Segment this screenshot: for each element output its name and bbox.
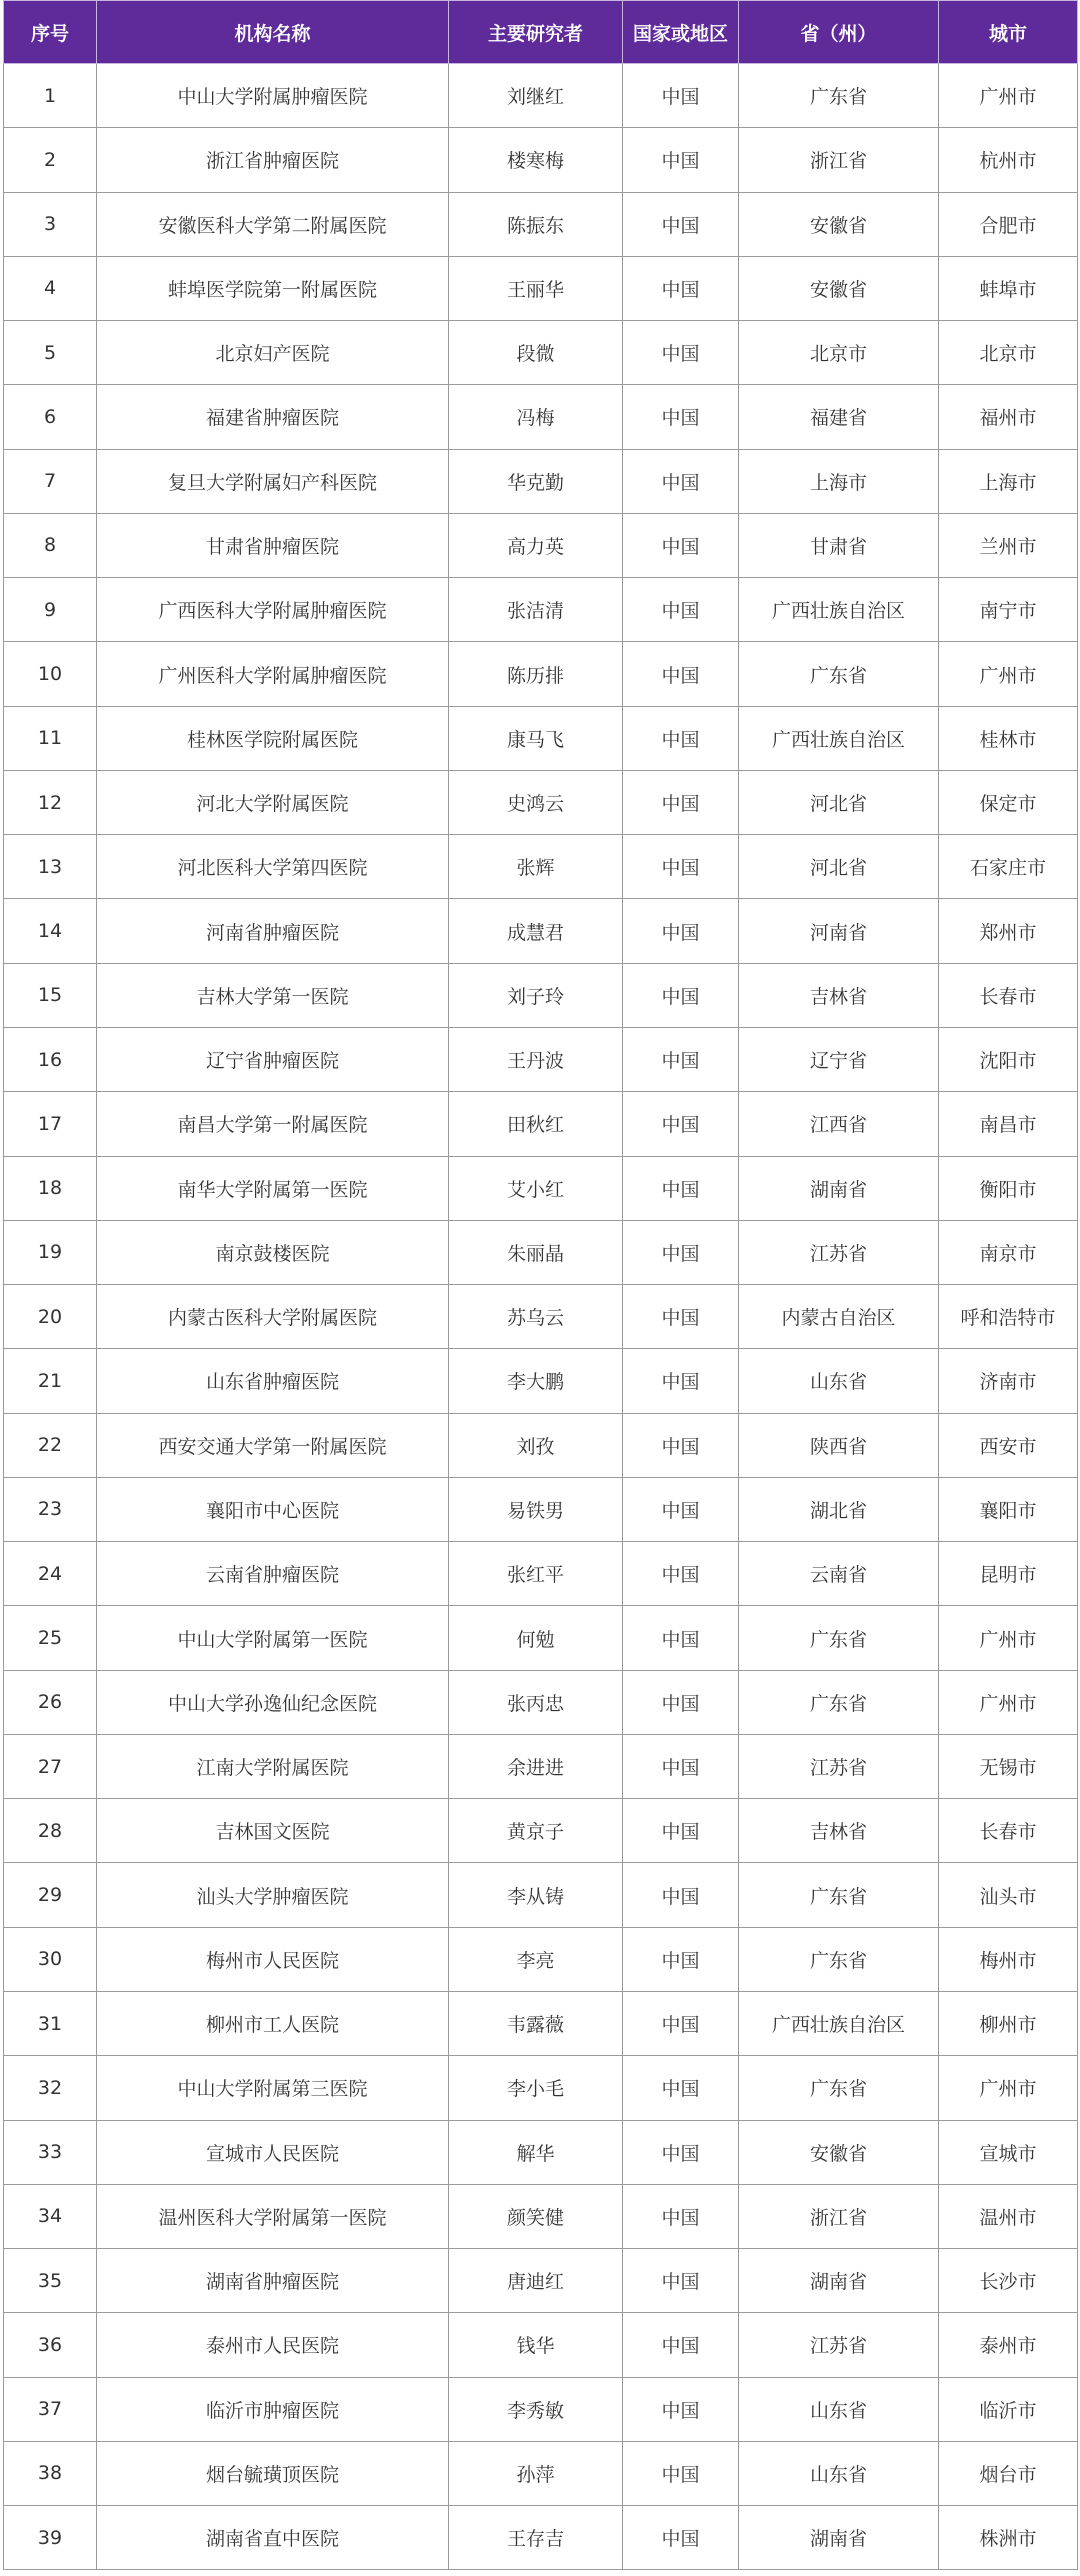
table-row [4, 1799, 1078, 1863]
cell-province: 上海市 [739, 449, 939, 513]
cell-index: 35 [4, 2249, 97, 2313]
cell-institution: 南京鼓楼医院 [97, 1220, 449, 1284]
cell-country: 中国 [623, 2506, 739, 2570]
table-row [4, 642, 1078, 706]
cell-investigator: 易铁男 [449, 1477, 623, 1541]
cell-institution: 中山大学附属肿瘤医院 [97, 64, 449, 128]
table-row [4, 1027, 1078, 1091]
cell-institution: 北京妇产医院 [97, 321, 449, 385]
cell-institution: 梅州市人民医院 [97, 1927, 449, 1991]
cell-index: 26 [4, 1670, 97, 1734]
table-row [4, 449, 1078, 513]
cell-city: 柳州市 [939, 1991, 1078, 2055]
table-row [4, 192, 1078, 256]
cell-index: 16 [4, 1027, 97, 1091]
cell-province: 广东省 [739, 64, 939, 128]
cell-city: 广州市 [939, 64, 1078, 128]
cell-city: 南昌市 [939, 1092, 1078, 1156]
cell-index: 5 [4, 321, 97, 385]
cell-city: 呼和浩特市 [939, 1285, 1078, 1349]
cell-country: 中国 [623, 1349, 739, 1413]
cell-province: 广西壮族自治区 [739, 1991, 939, 2055]
cell-institution: 汕头大学肿瘤医院 [97, 1863, 449, 1927]
cell-country: 中国 [623, 1799, 739, 1863]
cell-institution: 柳州市工人医院 [97, 1991, 449, 2055]
cell-city: 宣城市 [939, 2120, 1078, 2184]
table-row [4, 835, 1078, 899]
cell-country: 中国 [623, 513, 739, 577]
cell-index: 39 [4, 2506, 97, 2570]
cell-city: 无锡市 [939, 1734, 1078, 1798]
table-row [4, 513, 1078, 577]
cell-index: 34 [4, 2184, 97, 2248]
cell-index: 33 [4, 2120, 97, 2184]
cell-country: 中国 [623, 835, 739, 899]
cell-country: 中国 [623, 385, 739, 449]
cell-province: 北京市 [739, 321, 939, 385]
cell-investigator: 苏乌云 [449, 1285, 623, 1349]
cell-city: 襄阳市 [939, 1477, 1078, 1541]
cell-city: 梅州市 [939, 1927, 1078, 1991]
cell-index: 7 [4, 449, 97, 513]
cell-investigator: 王丽华 [449, 256, 623, 320]
cell-investigator: 张丙忠 [449, 1670, 623, 1734]
cell-city: 株洲市 [939, 2506, 1078, 2570]
cell-province: 安徽省 [739, 192, 939, 256]
cell-institution: 泰州市人民医院 [97, 2313, 449, 2377]
cell-country: 中国 [623, 449, 739, 513]
cell-index: 31 [4, 1991, 97, 2055]
table-row [4, 128, 1078, 192]
cell-investigator: 唐迪红 [449, 2249, 623, 2313]
cell-city: 烟台市 [939, 2441, 1078, 2505]
cell-institution: 辽宁省肿瘤医院 [97, 1027, 449, 1091]
table-row [4, 1863, 1078, 1927]
cell-institution: 南华大学附属第一医院 [97, 1156, 449, 1220]
cell-investigator: 刘孜 [449, 1413, 623, 1477]
cell-city: 杭州市 [939, 128, 1078, 192]
header-investigator: 主要研究者 [449, 1, 623, 64]
table-row [4, 2377, 1078, 2441]
cell-province: 吉林省 [739, 963, 939, 1027]
cell-investigator: 刘子玲 [449, 963, 623, 1027]
cell-country: 中国 [623, 1220, 739, 1284]
cell-institution: 内蒙古医科大学附属医院 [97, 1285, 449, 1349]
cell-country: 中国 [623, 1092, 739, 1156]
cell-province: 安徽省 [739, 256, 939, 320]
site-list-table [3, 0, 1078, 2570]
cell-city: 南宁市 [939, 578, 1078, 642]
cell-country: 中国 [623, 1413, 739, 1477]
cell-institution: 河北大学附属医院 [97, 770, 449, 834]
cell-country: 中国 [623, 1734, 739, 1798]
cell-city: 泰州市 [939, 2313, 1078, 2377]
cell-institution: 安徽医科大学第二附属医院 [97, 192, 449, 256]
table-header [4, 1, 1078, 64]
cell-index: 27 [4, 1734, 97, 1798]
cell-country: 中国 [623, 1285, 739, 1349]
cell-investigator: 王存吉 [449, 2506, 623, 2570]
cell-city: 临沂市 [939, 2377, 1078, 2441]
cell-city: 沈阳市 [939, 1027, 1078, 1091]
table-row [4, 1220, 1078, 1284]
cell-province: 河南省 [739, 899, 939, 963]
cell-province: 湖南省 [739, 1156, 939, 1220]
cell-province: 广东省 [739, 642, 939, 706]
cell-institution: 西安交通大学第一附属医院 [97, 1413, 449, 1477]
cell-institution: 云南省肿瘤医院 [97, 1542, 449, 1606]
cell-province: 广西壮族自治区 [739, 578, 939, 642]
table-row [4, 706, 1078, 770]
cell-investigator: 余进进 [449, 1734, 623, 1798]
cell-country: 中国 [623, 2120, 739, 2184]
cell-index: 11 [4, 706, 97, 770]
table-row [4, 1734, 1078, 1798]
cell-investigator: 冯梅 [449, 385, 623, 449]
table-row [4, 899, 1078, 963]
cell-investigator: 王丹波 [449, 1027, 623, 1091]
cell-institution: 宣城市人民医院 [97, 2120, 449, 2184]
cell-city: 保定市 [939, 770, 1078, 834]
table-row [4, 2184, 1078, 2248]
cell-country: 中国 [623, 1477, 739, 1541]
cell-province: 吉林省 [739, 1799, 939, 1863]
cell-institution: 温州医科大学附属第一医院 [97, 2184, 449, 2248]
cell-index: 18 [4, 1156, 97, 1220]
cell-city: 长沙市 [939, 2249, 1078, 2313]
cell-province: 广西壮族自治区 [739, 706, 939, 770]
cell-investigator: 成慧君 [449, 899, 623, 963]
cell-province: 广东省 [739, 1863, 939, 1927]
cell-country: 中国 [623, 963, 739, 1027]
cell-institution: 江南大学附属医院 [97, 1734, 449, 1798]
cell-investigator: 陈历排 [449, 642, 623, 706]
cell-index: 30 [4, 1927, 97, 1991]
cell-investigator: 张洁清 [449, 578, 623, 642]
header-city: 城市 [939, 1, 1078, 64]
cell-index: 15 [4, 963, 97, 1027]
cell-country: 中国 [623, 2184, 739, 2248]
cell-investigator: 康马飞 [449, 706, 623, 770]
cell-investigator: 韦露薇 [449, 1991, 623, 2055]
cell-institution: 南昌大学第一附属医院 [97, 1092, 449, 1156]
cell-index: 23 [4, 1477, 97, 1541]
cell-country: 中国 [623, 1863, 739, 1927]
table-row [4, 1670, 1078, 1734]
table-row [4, 963, 1078, 1027]
cell-city: 合肥市 [939, 192, 1078, 256]
cell-index: 37 [4, 2377, 97, 2441]
cell-city: 蚌埠市 [939, 256, 1078, 320]
cell-country: 中国 [623, 2249, 739, 2313]
table-row [4, 2120, 1078, 2184]
cell-institution: 甘肃省肿瘤医院 [97, 513, 449, 577]
cell-investigator: 孙萍 [449, 2441, 623, 2505]
table-row [4, 1156, 1078, 1220]
cell-city: 温州市 [939, 2184, 1078, 2248]
cell-province: 浙江省 [739, 128, 939, 192]
cell-country: 中国 [623, 192, 739, 256]
header-country: 国家或地区 [623, 1, 739, 64]
table-row [4, 1927, 1078, 1991]
cell-city: 桂林市 [939, 706, 1078, 770]
cell-investigator: 艾小红 [449, 1156, 623, 1220]
cell-country: 中国 [623, 899, 739, 963]
cell-city: 北京市 [939, 321, 1078, 385]
cell-city: 济南市 [939, 1349, 1078, 1413]
cell-country: 中国 [623, 2313, 739, 2377]
cell-country: 中国 [623, 1606, 739, 1670]
cell-province: 广东省 [739, 1927, 939, 1991]
cell-country: 中国 [623, 1156, 739, 1220]
cell-institution: 浙江省肿瘤医院 [97, 128, 449, 192]
cell-city: 长春市 [939, 1799, 1078, 1863]
table-row [4, 2441, 1078, 2505]
cell-investigator: 朱丽晶 [449, 1220, 623, 1284]
cell-country: 中国 [623, 706, 739, 770]
header-row [4, 1, 1078, 64]
cell-province: 河北省 [739, 770, 939, 834]
cell-institution: 湖南省肿瘤医院 [97, 2249, 449, 2313]
cell-province: 福建省 [739, 385, 939, 449]
cell-investigator: 钱华 [449, 2313, 623, 2377]
cell-city: 兰州市 [939, 513, 1078, 577]
cell-province: 陕西省 [739, 1413, 939, 1477]
cell-city: 长春市 [939, 963, 1078, 1027]
cell-investigator: 解华 [449, 2120, 623, 2184]
cell-province: 安徽省 [739, 2120, 939, 2184]
cell-index: 4 [4, 256, 97, 320]
table-row [4, 321, 1078, 385]
cell-country: 中国 [623, 642, 739, 706]
cell-country: 中国 [623, 256, 739, 320]
cell-country: 中国 [623, 128, 739, 192]
table-row [4, 2313, 1078, 2377]
cell-city: 郑州市 [939, 899, 1078, 963]
cell-index: 24 [4, 1542, 97, 1606]
cell-institution: 襄阳市中心医院 [97, 1477, 449, 1541]
cell-investigator: 张红平 [449, 1542, 623, 1606]
cell-province: 山东省 [739, 1349, 939, 1413]
cell-index: 6 [4, 385, 97, 449]
cell-index: 2 [4, 128, 97, 192]
cell-city: 汕头市 [939, 1863, 1078, 1927]
header-province: 省（州） [739, 1, 939, 64]
cell-province: 江苏省 [739, 2313, 939, 2377]
cell-country: 中国 [623, 321, 739, 385]
cell-province: 河北省 [739, 835, 939, 899]
table-row [4, 1349, 1078, 1413]
table-row [4, 1092, 1078, 1156]
cell-index: 20 [4, 1285, 97, 1349]
cell-province: 湖南省 [739, 2506, 939, 2570]
cell-investigator: 田秋红 [449, 1092, 623, 1156]
cell-institution: 吉林国文医院 [97, 1799, 449, 1863]
cell-province: 湖北省 [739, 1477, 939, 1541]
cell-index: 29 [4, 1863, 97, 1927]
cell-city: 广州市 [939, 1606, 1078, 1670]
cell-country: 中国 [623, 770, 739, 834]
cell-city: 上海市 [939, 449, 1078, 513]
table-row [4, 770, 1078, 834]
table-row [4, 64, 1078, 128]
cell-index: 1 [4, 64, 97, 128]
table-body [4, 64, 1078, 2570]
cell-institution: 山东省肿瘤医院 [97, 1349, 449, 1413]
cell-index: 32 [4, 2056, 97, 2120]
cell-province: 江苏省 [739, 1220, 939, 1284]
cell-institution: 复旦大学附属妇产科医院 [97, 449, 449, 513]
cell-country: 中国 [623, 2441, 739, 2505]
table-row [4, 578, 1078, 642]
cell-city: 衡阳市 [939, 1156, 1078, 1220]
table-row [4, 2506, 1078, 2570]
cell-investigator: 张辉 [449, 835, 623, 899]
cell-province: 山东省 [739, 2377, 939, 2441]
cell-index: 36 [4, 2313, 97, 2377]
cell-index: 17 [4, 1092, 97, 1156]
cell-city: 广州市 [939, 2056, 1078, 2120]
cell-city: 昆明市 [939, 1542, 1078, 1606]
cell-investigator: 高力英 [449, 513, 623, 577]
table-row [4, 256, 1078, 320]
cell-investigator: 李大鹏 [449, 1349, 623, 1413]
cell-city: 西安市 [939, 1413, 1078, 1477]
cell-investigator: 黄京子 [449, 1799, 623, 1863]
cell-index: 22 [4, 1413, 97, 1477]
cell-index: 10 [4, 642, 97, 706]
header-index: 序号 [4, 1, 97, 64]
cell-institution: 福建省肿瘤医院 [97, 385, 449, 449]
cell-province: 江西省 [739, 1092, 939, 1156]
cell-index: 12 [4, 770, 97, 834]
cell-institution: 广西医科大学附属肿瘤医院 [97, 578, 449, 642]
cell-country: 中国 [623, 1991, 739, 2055]
cell-institution: 湖南省直中医院 [97, 2506, 449, 2570]
table-row [4, 2056, 1078, 2120]
cell-province: 江苏省 [739, 1734, 939, 1798]
cell-index: 9 [4, 578, 97, 642]
cell-city: 广州市 [939, 642, 1078, 706]
table-row [4, 385, 1078, 449]
cell-province: 内蒙古自治区 [739, 1285, 939, 1349]
cell-country: 中国 [623, 2056, 739, 2120]
cell-institution: 中山大学孙逸仙纪念医院 [97, 1670, 449, 1734]
table-row [4, 1413, 1078, 1477]
cell-investigator: 陈振东 [449, 192, 623, 256]
cell-city: 福州市 [939, 385, 1078, 449]
cell-investigator: 李小毛 [449, 2056, 623, 2120]
cell-country: 中国 [623, 64, 739, 128]
cell-investigator: 楼寒梅 [449, 128, 623, 192]
cell-index: 28 [4, 1799, 97, 1863]
cell-province: 浙江省 [739, 2184, 939, 2248]
table-row [4, 1542, 1078, 1606]
cell-city: 广州市 [939, 1670, 1078, 1734]
cell-province: 广东省 [739, 1670, 939, 1734]
cell-index: 3 [4, 192, 97, 256]
cell-country: 中国 [623, 1670, 739, 1734]
cell-province: 广东省 [739, 2056, 939, 2120]
cell-country: 中国 [623, 1027, 739, 1091]
cell-province: 广东省 [739, 1606, 939, 1670]
table-row [4, 1285, 1078, 1349]
cell-index: 19 [4, 1220, 97, 1284]
table-row [4, 1991, 1078, 2055]
cell-index: 14 [4, 899, 97, 963]
cell-institution: 临沂市肿瘤医院 [97, 2377, 449, 2441]
cell-province: 湖南省 [739, 2249, 939, 2313]
cell-institution: 桂林医学院附属医院 [97, 706, 449, 770]
cell-investigator: 李从铸 [449, 1863, 623, 1927]
cell-investigator: 李秀敏 [449, 2377, 623, 2441]
cell-institution: 蚌埠医学院第一附属医院 [97, 256, 449, 320]
cell-institution: 中山大学附属第三医院 [97, 2056, 449, 2120]
cell-province: 辽宁省 [739, 1027, 939, 1091]
table-row [4, 1477, 1078, 1541]
cell-province: 云南省 [739, 1542, 939, 1606]
cell-institution: 河南省肿瘤医院 [97, 899, 449, 963]
cell-country: 中国 [623, 1927, 739, 1991]
cell-investigator: 华克勤 [449, 449, 623, 513]
cell-investigator: 李亮 [449, 1927, 623, 1991]
cell-institution: 广州医科大学附属肿瘤医院 [97, 642, 449, 706]
cell-institution: 河北医科大学第四医院 [97, 835, 449, 899]
cell-country: 中国 [623, 2377, 739, 2441]
cell-institution: 烟台毓璜顶医院 [97, 2441, 449, 2505]
cell-province: 甘肃省 [739, 513, 939, 577]
cell-country: 中国 [623, 578, 739, 642]
header-institution: 机构名称 [97, 1, 449, 64]
cell-country: 中国 [623, 1542, 739, 1606]
cell-institution: 吉林大学第一医院 [97, 963, 449, 1027]
cell-investigator: 何勉 [449, 1606, 623, 1670]
cell-investigator: 刘继红 [449, 64, 623, 128]
cell-investigator: 颜笑健 [449, 2184, 623, 2248]
cell-investigator: 史鸿云 [449, 770, 623, 834]
cell-city: 南京市 [939, 1220, 1078, 1284]
cell-institution: 中山大学附属第一医院 [97, 1606, 449, 1670]
table-row [4, 2249, 1078, 2313]
cell-index: 13 [4, 835, 97, 899]
cell-index: 21 [4, 1349, 97, 1413]
table-row [4, 1606, 1078, 1670]
cell-province: 山东省 [739, 2441, 939, 2505]
cell-index: 8 [4, 513, 97, 577]
cell-city: 石家庄市 [939, 835, 1078, 899]
cell-index: 38 [4, 2441, 97, 2505]
cell-investigator: 段微 [449, 321, 623, 385]
cell-index: 25 [4, 1606, 97, 1670]
